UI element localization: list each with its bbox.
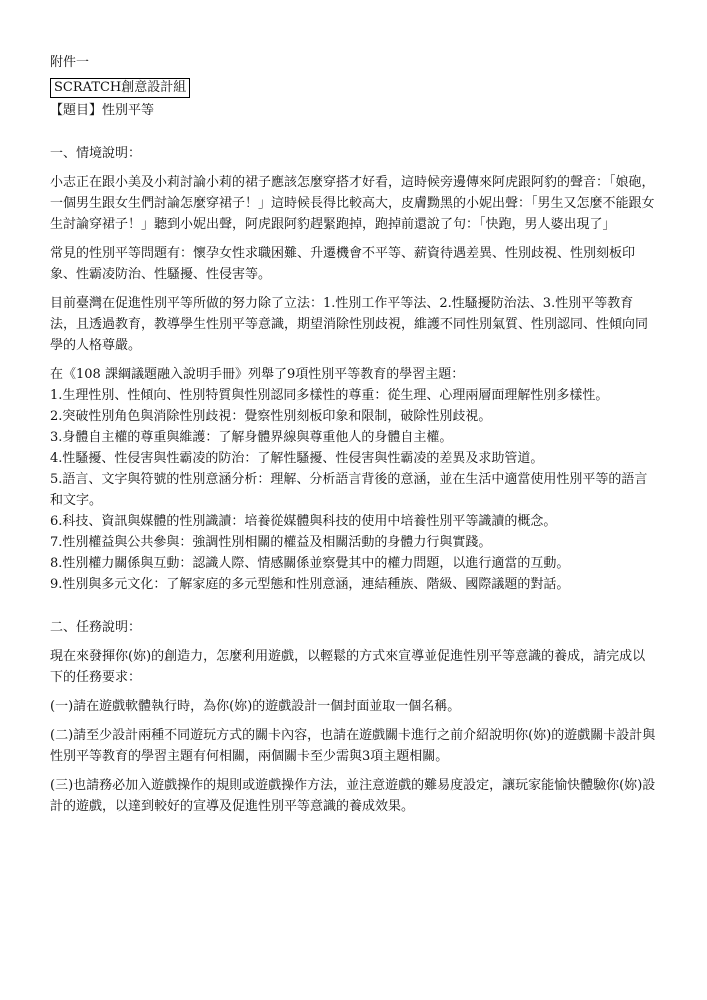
common-issues-paragraph: 常見的性別平等問題有：懷孕女性求職困難、升遷機會不平等、薪資待遇差異、性別歧視、性別刻板印象、性霸凌防治、性騷擾、性侵害等。 xyxy=(50,246,636,282)
attachment-label: 附件一 xyxy=(50,55,90,70)
topic-list-item: 2.突破性別角色與消除性別歧視：覺察性別刻板印象和限制，破除性別歧視。 xyxy=(50,409,492,424)
topic-list-item: 7.性別權益與公共參與：強調性別相關的權益及相關活動的身體力行與實踐。 xyxy=(50,535,492,550)
topic-list-item: 9.性別與多元文化：了解家庭的多元型態和性別意涵，連結種族、階級、國際議題的對話。 xyxy=(50,577,570,592)
section-1-title: 一、情境說明： xyxy=(50,146,142,161)
topic-list-item: 8.性別權力關係與互動：認識人際、情感關係並察覺其中的權力問題，以進行適當的互動。 xyxy=(50,556,570,571)
topic-list-item: 5.語言、文字與符號的性別意涵分析：理解、分析語言背後的意涵，並在生活中適當使用性別平等的語言和文字。 xyxy=(50,472,648,508)
topic-list-item: 6.科技、資訊與媒體的性別識讀：培養從媒體與科技的使用中培養性別平等識讀的概念。 xyxy=(50,514,557,529)
scenario-paragraph: 小志正在跟小美及小莉討論小莉的裙子應該怎麼穿搭才好看，這時候旁邊傳來阿虎跟阿豹的聲音：「娘砲，一個男生跟女生們討論怎麼穿裙子！」這時候長得比較高大，皮膚黝黑的小妮出聲：「男生又怎麼不能跟女生討論穿裙子！」聽到小妮出聲，阿虎跟阿豹趕緊跑掉，跑掉前還說了句：「快跑，男人婆出現了」 xyxy=(50,175,655,232)
topic-title: 【題目】性別平等 xyxy=(50,103,155,118)
group-name-box: SCRATCH創意設計組 xyxy=(50,78,190,98)
topic-list-item: 4.性騷擾、性侵害與性霸凌的防治：了解性騷擾、性侵害與性霸凌的差異及求助管道。 xyxy=(50,451,544,466)
topics-list-intro: 在《108 課綱議題融入說明手冊》列舉了9項性別平等教育的學習主題： xyxy=(50,367,465,382)
task-item: (一)請在遊戲軟體執行時，為你(妳)的遊戲設計一個封面並取一個名稱。 xyxy=(50,699,461,714)
task-item: (二)請至少設計兩種不同遊玩方式的關卡內容，也請在遊戲關卡進行之前介紹說明你(妳)的遊戲關卡設計與性別平等教育的學習主題有何相關，兩個關卡至少需與3項主題相關。 xyxy=(50,728,656,764)
task-item: (三)也請務必加入遊戲操作的規則或遊戲操作方法，並注意遊戲的難易度設定，讓玩家能愉快體驗你(妳)設計的遊戲，以達到較好的宣導及促進性別平等意識的養成效果。 xyxy=(50,778,656,814)
topic-list-item: 1.生理性別、性傾向、性別特質與性別認同多樣性的尊重：從生理、心理兩層面理解性別多樣性。 xyxy=(50,388,609,403)
taiwan-efforts-paragraph: 目前臺灣在促進性別平等所做的努力除了立法：1.性別工作平等法、2.性騷擾防治法、3.性別平等教育法，且透過教育，教導學生性別平等意識，期望消除性別歧視，維護不同性別氣質、性別認同、性傾向同學的人格尊嚴。 xyxy=(50,296,649,353)
topic-list-item: 3.身體自主權的尊重與維護：了解身體界線與尊重他人的身體自主權。 xyxy=(50,430,453,445)
task-intro-paragraph: 現在來發揮你(妳)的創造力，怎麼利用遊戲，以輕鬆的方式來宣導並促進性別平等意識的養成，請完成以下的任務要求： xyxy=(50,649,646,685)
group-box-wrapper xyxy=(50,77,657,100)
section-2-title: 二、任務說明： xyxy=(50,620,142,635)
